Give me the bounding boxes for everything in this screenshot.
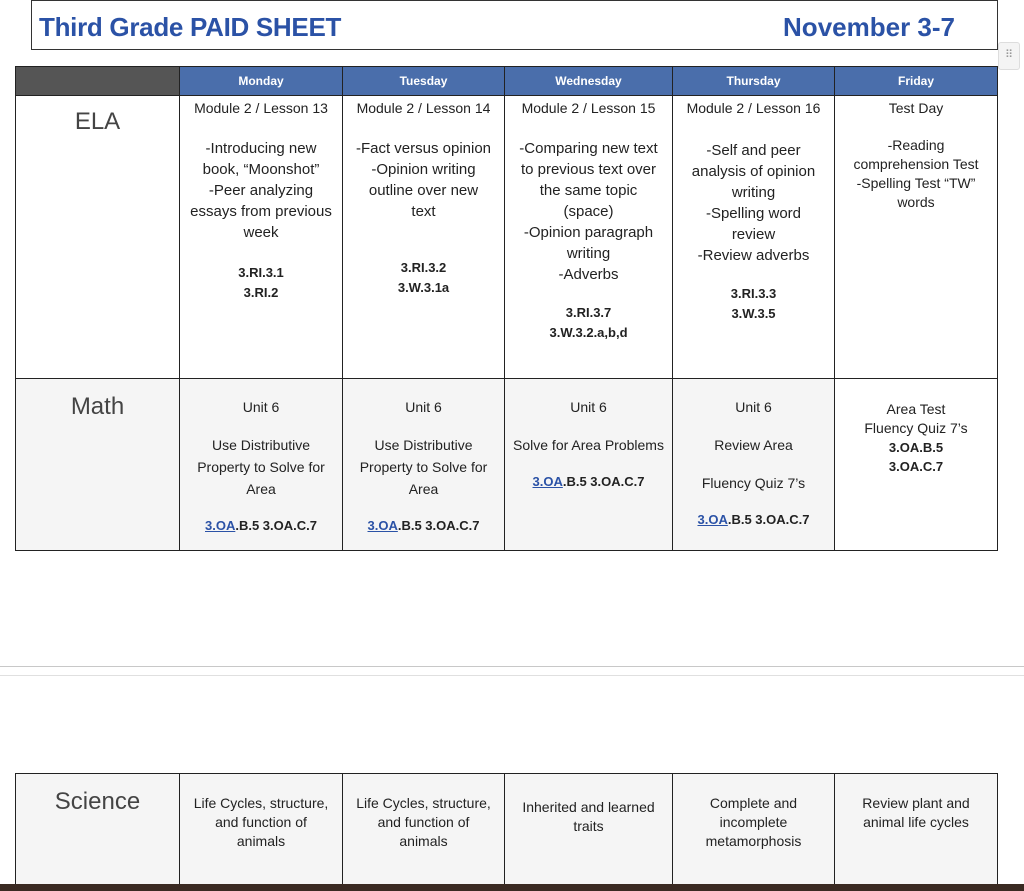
drag-handle-icon[interactable]: ⠿ [998, 42, 1020, 70]
day-header-monday: Monday [180, 67, 343, 96]
science-cell-friday [835, 774, 998, 889]
cell-line: (space) [563, 203, 614, 220]
lesson-label: Module 2 / Lesson 13 [194, 100, 328, 116]
standard-link[interactable]: 3.OA [367, 518, 398, 533]
science-cell-monday [180, 774, 343, 889]
cell-line: Life Cycles, structure, [356, 795, 491, 811]
unit-label: Unit 6 [405, 399, 442, 415]
header-box [31, 0, 998, 50]
cell-line: -Opinion paragraph [523, 224, 654, 241]
cell-line: Area [408, 481, 439, 497]
unit-label: Unit 6 [570, 399, 607, 415]
cell-line: Use Distributive [211, 437, 311, 453]
standard-code: .B.5 3.OA.C.7 [562, 474, 645, 489]
lesson-label: Module 2 / Lesson 16 [686, 100, 821, 116]
cell-line: words [897, 194, 935, 210]
cell-line: incomplete [719, 814, 788, 830]
standard-code: .B.5 3.OA.C.7 [235, 518, 317, 533]
lesson-label: Test Day [888, 100, 944, 116]
corner-header [16, 67, 180, 96]
cell-line: analysis of opinion [691, 163, 816, 180]
page-break-line [0, 666, 1024, 667]
science-cell-wednesday [505, 774, 673, 889]
cell-line: Complete and [709, 795, 798, 811]
cell-line: traits [573, 818, 604, 834]
cell-line: week [243, 224, 279, 241]
cell-line: comprehension Test [853, 156, 979, 172]
cell-line: Property to Solve for [359, 459, 488, 475]
science-cell-thursday [673, 774, 835, 889]
day-header-tuesday: Tuesday [343, 67, 505, 96]
math-cell-thursday [673, 379, 835, 551]
standard-link[interactable]: 3.OA [205, 518, 236, 533]
cell-line: essays from previous [190, 203, 332, 220]
cell-line: writing [566, 245, 611, 262]
subject-label-math: Math [16, 379, 180, 551]
bottom-edge-strip [0, 884, 1024, 891]
ela-cell-wednesday [505, 96, 673, 379]
cell-line: -Reading [887, 137, 945, 153]
cell-line: and function of [215, 814, 307, 830]
ela-cell-tuesday [343, 96, 505, 379]
standard-code: 3.W.3.1a [397, 280, 450, 295]
unit-label: Unit 6 [735, 399, 772, 415]
cell-line: text [411, 203, 436, 220]
lesson-label: Module 2 / Lesson 14 [356, 100, 491, 116]
subject-label-ela: ELA [16, 96, 180, 379]
cell-line: Inherited and learned [522, 799, 655, 815]
cell-line: -Review adverbs [697, 247, 810, 264]
subject-label-science: Science [16, 774, 180, 889]
cell-line: Review plant and [862, 795, 970, 811]
cell-line: review [731, 226, 776, 243]
schedule-table [15, 66, 998, 551]
cell-line: and function of [377, 814, 470, 830]
standard-code: 3.RI.3.2 [400, 260, 447, 275]
math-cell-monday [180, 379, 343, 551]
cell-line: writing [731, 184, 776, 201]
standard-code: 3.W.3.5 [731, 306, 776, 321]
cell-line: Area [246, 481, 276, 497]
science-cell-tuesday [343, 774, 505, 889]
cell-line: to previous text over [520, 161, 657, 178]
cell-line: -Opinion writing [371, 161, 476, 178]
page-title: Third Grade PAID SHEET [39, 12, 342, 42]
math-cell-tuesday [343, 379, 505, 551]
math-cell-wednesday [505, 379, 673, 551]
cell-line: -Self and peer [706, 142, 801, 159]
ela-cell-friday [835, 96, 998, 379]
standard-code: 3.W.3.2.a,b,d [549, 325, 628, 340]
standard-code: .B.5 3.OA.C.7 [397, 518, 480, 533]
standard-code: 3.OA.B.5 [888, 440, 944, 455]
math-row [16, 379, 998, 551]
cell-line: Fluency Quiz 7’s [864, 420, 968, 436]
cell-line: outline over new [368, 182, 479, 199]
page-break-line [0, 675, 1024, 676]
cell-line: -Comparing new text [519, 140, 658, 157]
cell-line: Solve for Area Problems [513, 437, 664, 453]
cell-line: metamorphosis [705, 833, 802, 849]
standard-link[interactable]: 3.OA [697, 512, 728, 527]
standard-code: 3.RI.3.3 [730, 286, 777, 301]
week-date: November 3-7 [783, 12, 955, 42]
standard-code: .B.5 3.OA.C.7 [727, 512, 810, 527]
cell-line: book, “Moonshot” [202, 161, 320, 178]
standard-code: 3.OA.C.7 [888, 459, 944, 474]
day-header-wednesday: Wednesday [505, 67, 673, 96]
math-cell-friday [835, 379, 998, 551]
day-header-friday: Friday [835, 67, 998, 96]
cell-line: -Adverbs [558, 266, 619, 283]
cell-line: Review Area [714, 437, 793, 453]
cell-line: -Spelling word [705, 205, 802, 222]
ela-row [16, 96, 998, 379]
standard-link[interactable]: 3.OA [532, 474, 563, 489]
standard-code: 3.RI.3.1 [238, 265, 284, 280]
cell-line: -Peer analyzing [208, 182, 314, 199]
cell-line: Life Cycles, structure, [193, 795, 329, 811]
lesson-label: Module 2 / Lesson 15 [521, 100, 656, 116]
cell-line: -Introducing new [205, 140, 317, 157]
standard-code: 3.RI.2 [243, 285, 279, 300]
ela-cell-monday [180, 96, 343, 379]
cell-line: animals [399, 833, 448, 849]
cell-line: -Spelling Test “TW” [856, 175, 976, 191]
day-header-row [16, 67, 998, 96]
unit-label: Unit 6 [242, 399, 280, 415]
science-table [15, 773, 998, 889]
ela-cell-thursday [673, 96, 835, 379]
cell-line: animals [236, 833, 286, 849]
cell-line: the same topic [539, 182, 638, 199]
standard-code: 3.RI.3.7 [565, 305, 612, 320]
cell-line: Use Distributive [374, 437, 473, 453]
cell-line: Fluency Quiz 7’s [701, 475, 806, 491]
day-header-thursday: Thursday [673, 67, 835, 96]
science-row [16, 774, 998, 889]
cell-line: -Fact versus opinion [355, 140, 492, 157]
cell-line: animal life cycles [863, 814, 969, 830]
cell-line: Area Test [886, 401, 946, 417]
cell-line: Property to Solve for [197, 459, 325, 475]
